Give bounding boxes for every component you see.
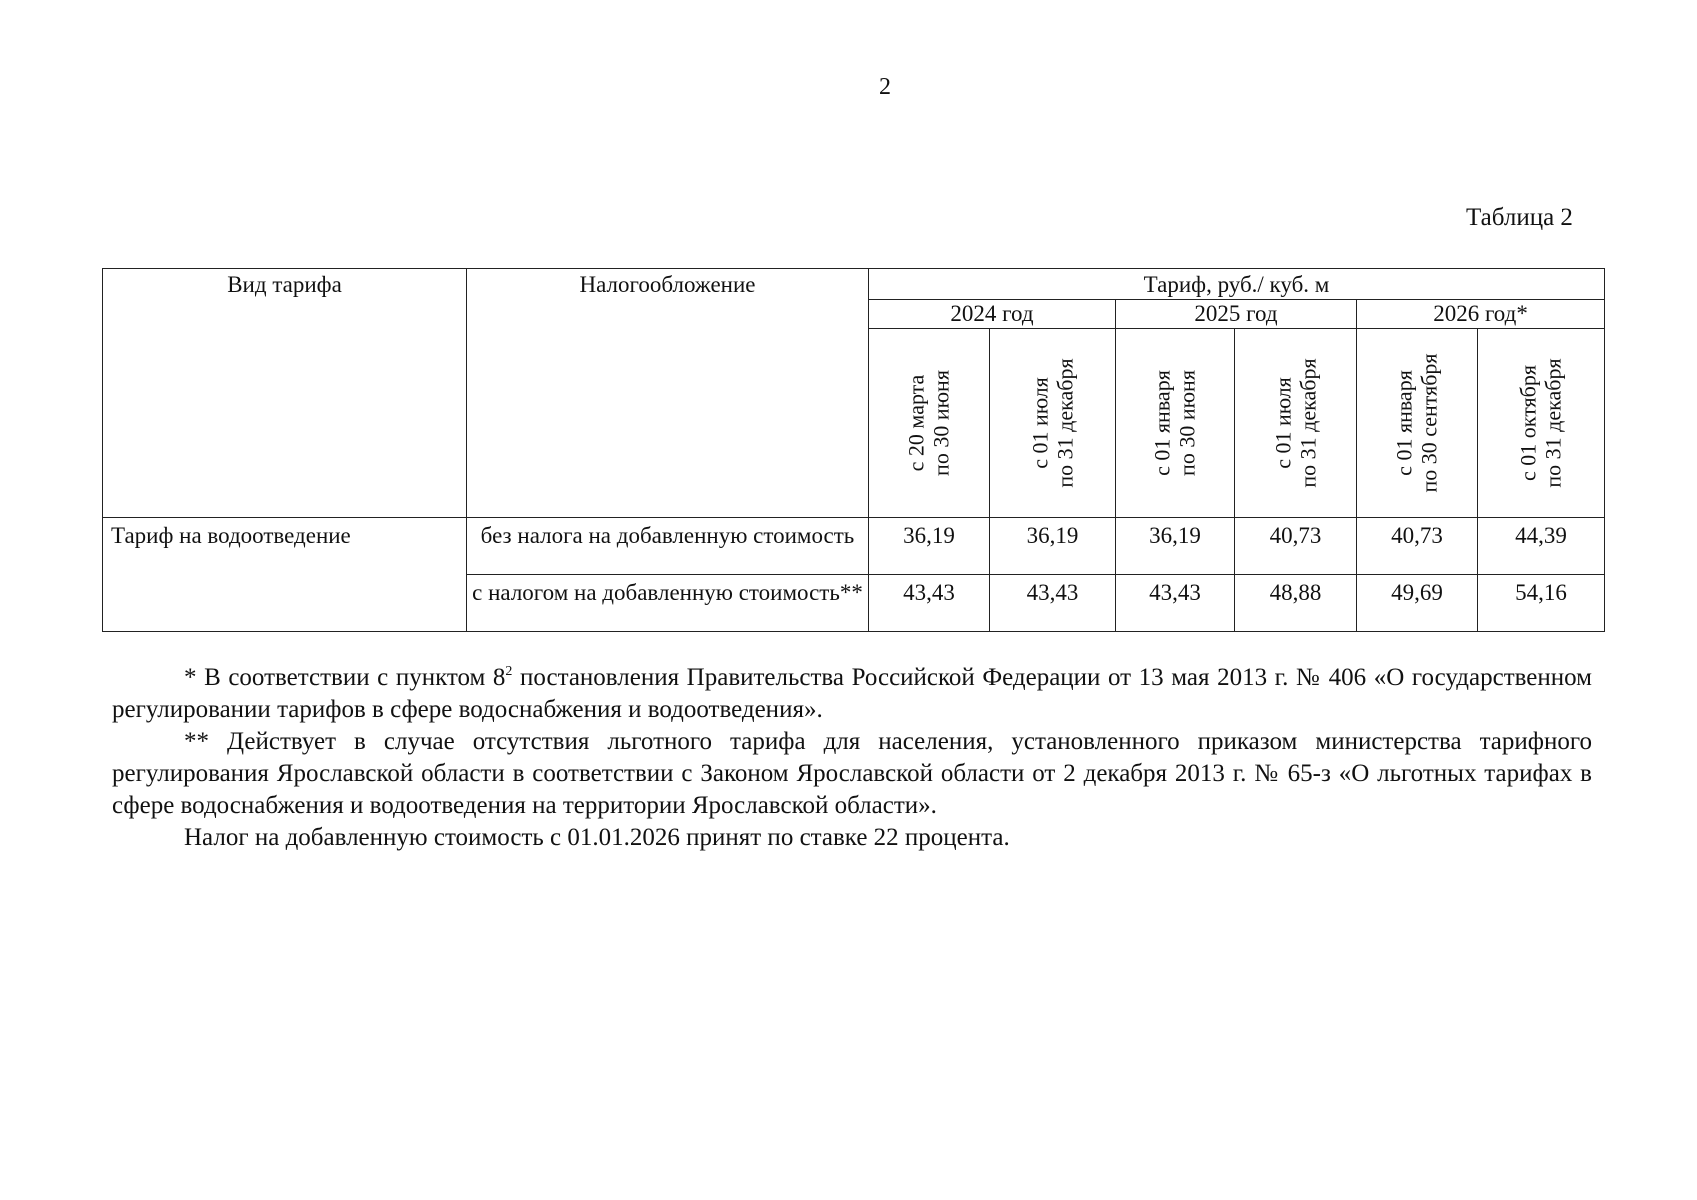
taxation-cell: без налога на добавленную стоимость (467, 518, 869, 575)
value-cell: 43,43 (869, 575, 990, 632)
period-from: с 01 января (1149, 370, 1175, 476)
header-year-2026: 2026 год* (1357, 300, 1605, 329)
value-cell: 44,39 (1478, 518, 1605, 575)
period-to: по 31 декабря (1541, 358, 1567, 488)
footnote-1 (112, 662, 1592, 726)
footnote-1-prefix: * В соответствии с пунктом 8 (184, 664, 506, 691)
period-to: по 30 сентября (1417, 353, 1442, 493)
taxation-cell: с налогом на добавленную стоимость** (467, 575, 869, 632)
header-taxation: Налогообложение (467, 269, 869, 518)
period-from: с 01 июля (1270, 377, 1296, 469)
value-cell: 40,73 (1357, 518, 1478, 575)
header-period-5 (1357, 329, 1478, 518)
footnote-2: ** Действует в случае отсутствия льготного тарифа для населения, установленного приказом министерства тарифного регулирования Ярославской области в соответствии с Законом Ярославской области от 2 декабря 2013 г. № 65-з «О льготных тарифах в сфере водоснабжения и водоотведения на территории Ярославской области». (112, 728, 1592, 819)
period-from: с 01 января (1391, 370, 1417, 476)
footnote-3: Налог на добавленную стоимость с 01.01.2026 принят по ставке 22 процента. (184, 824, 1010, 851)
value-cell: 48,88 (1235, 575, 1357, 632)
header-period-6 (1478, 329, 1605, 518)
value-cell: 54,16 (1478, 575, 1605, 632)
table-caption: Таблица 2 (1466, 204, 1573, 231)
header-period-4 (1235, 329, 1357, 518)
header-period-3 (1116, 329, 1235, 518)
period-from: с 01 октября (1515, 365, 1541, 481)
period-to: по 31 декабря (1295, 358, 1321, 488)
row-label: Тариф на водоотведение (103, 518, 467, 632)
page-number: 2 (879, 74, 891, 100)
footnote-1-superscript: 2 (505, 664, 513, 679)
value-cell: 43,43 (990, 575, 1116, 632)
header-period-1 (869, 329, 990, 518)
value-cell: 49,69 (1357, 575, 1478, 632)
header-period-2 (990, 329, 1116, 518)
period-to: по 31 декабря (1052, 358, 1078, 488)
period-to: по 30 июня (1175, 370, 1200, 476)
value-cell: 43,43 (1116, 575, 1235, 632)
footnote-1-suffix: постановления Правительства Российской Федерации от 13 мая 2013 г. № 406 «О государственном регулировании тарифов в сфере водоснабжения и водоотведения». (112, 664, 1592, 723)
footnotes (112, 662, 1592, 854)
value-cell: 36,19 (990, 518, 1116, 575)
value-cell: 36,19 (1116, 518, 1235, 575)
period-from: с 20 марта (903, 374, 929, 472)
header-year-2024: 2024 год (869, 300, 1116, 329)
period-to: по 30 июня (929, 370, 954, 476)
value-cell: 36,19 (869, 518, 990, 575)
header-tariff-unit: Тариф, руб./ куб. м (869, 269, 1605, 300)
table-row (103, 518, 1605, 575)
value-cell: 40,73 (1235, 518, 1357, 575)
header-year-2025: 2025 год (1116, 300, 1357, 329)
tariff-table (102, 268, 1605, 632)
period-from: с 01 июля (1027, 377, 1053, 469)
header-tariff-type: Вид тарифа (103, 269, 467, 518)
